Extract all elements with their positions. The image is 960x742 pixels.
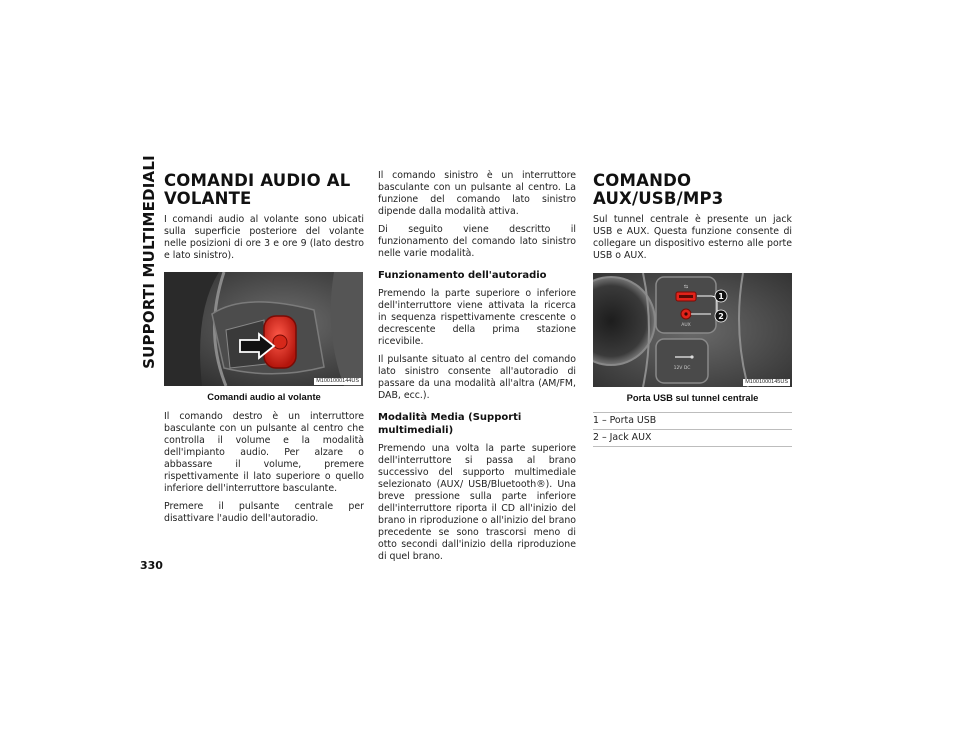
aux-label: AUX <box>681 323 691 328</box>
usb-port-illustration <box>593 273 792 387</box>
column-steering-controls <box>164 170 364 531</box>
right-control-paragraph: Il comando destro è un interruttore basculante con un pulsante al centro che controlla il volume e la modalità dell'impianto audio. Per alzare o abbassare il volume, premere rispettivamente il lato superiore o quello inferiore dell'interruttore basculante. <box>164 411 364 494</box>
section-tab-label: SUPPORTI MULTIMEDIALI <box>140 155 159 369</box>
section-title-aux-usb: COMANDO AUX/USB/MP3 <box>593 171 724 208</box>
figure-code: M1001000145US <box>745 379 788 385</box>
page-number: 330 <box>140 559 163 572</box>
legend-item-usb: 1 – Porta USB <box>593 412 792 430</box>
figure-caption: Comandi audio al volante <box>207 391 321 402</box>
legend-item-aux: 2 – Jack AUX <box>593 430 792 447</box>
figure-legend <box>593 412 792 447</box>
radio-seek-paragraph: Premendo la parte superiore o inferiore dell'interruttore viene attivata la ricerca in sequenza rispettivamente crescente o decrescente della prima stazione ricevibile. <box>378 288 576 347</box>
column-left-control <box>378 170 576 569</box>
radio-operation-heading: Funzionamento dell'autoradio <box>378 270 547 281</box>
media-mode-paragraph: Premendo una volta la parte superiore dell'interruttore si passa al brano successivo del supporto multimediale selezionato (AUX/ USB/Bluetooth®). Una breve pressione sulla parte inferiore dell'interruttore riporta il CD all'inizio del brano in riproduzione o all'inizio del brano precedente se sono trascorsi meno di otto secondi dall'inizio della riproduzione di quel brano. <box>378 443 576 562</box>
media-mode-heading: Modalità Media (Supporti multimediali) <box>378 412 522 436</box>
figure-code: M1001000144US <box>316 378 359 384</box>
usb-port-figure <box>593 273 792 387</box>
svg-text:⇆: ⇆ <box>683 284 689 290</box>
left-control-modes-paragraph: Di seguito viene descritto il funzionamento del comando lato sinistro nelle varie modalità. <box>378 224 576 259</box>
steering-controls-figure <box>164 272 363 386</box>
column-aux-usb <box>593 170 792 447</box>
mute-paragraph: Premere il pulsante centrale per disattivare l'audio dell'autoradio. <box>164 501 364 524</box>
steering-intro-paragraph: I comandi audio al volante sono ubicati sulla superficie posteriore del volante nelle posizioni di ore 3 e ore 9 (lato destro e lato sinistro). <box>164 214 364 261</box>
figure-caption: Porta USB sul tunnel centrale <box>626 392 759 403</box>
callout-2: 2 <box>718 312 724 321</box>
left-control-paragraph: Il comando sinistro è un interruttore basculante con un pulsante al centro. La funzione del comando lato sinistro dipende dalla modalità attiva. <box>378 170 576 217</box>
aux-usb-intro-paragraph: Sul tunnel centrale è presente un jack USB e AUX. Questa funzione consente di collegare un dispositivo esterno alle porte USB o AUX. <box>593 214 792 261</box>
steering-controls-illustration <box>164 272 363 386</box>
outlet-label: 12V DC <box>673 366 691 371</box>
radio-mode-paragraph: Il pulsante situato al centro del comando lato sinistro consente all'autoradio di passare da una modalità all'altra (AM/FM, DAB, ecc.). <box>378 354 576 401</box>
callout-1: 1 <box>718 292 724 301</box>
section-tab <box>139 155 159 369</box>
section-title-steering-audio: COMANDI AUDIO AL VOLANTE <box>164 171 351 208</box>
